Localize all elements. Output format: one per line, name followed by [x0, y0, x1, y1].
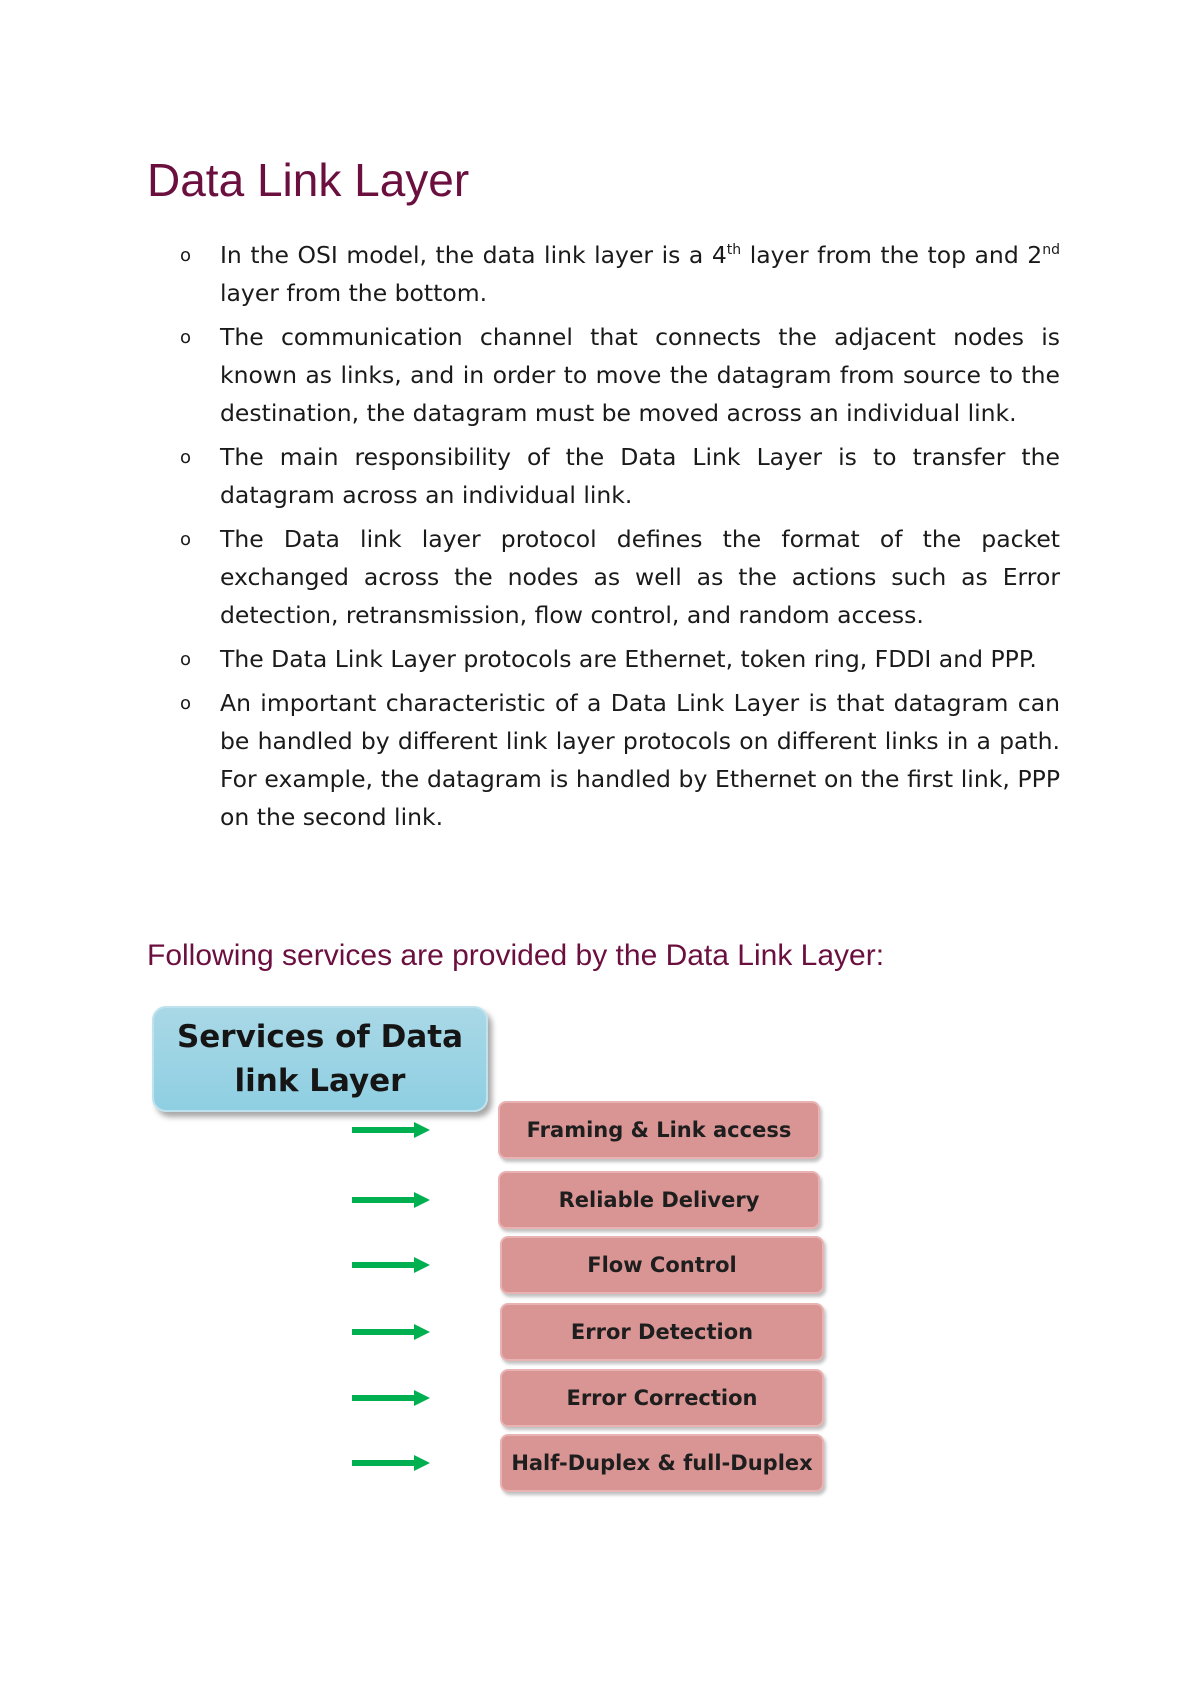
right-arrow-icon	[352, 1190, 432, 1210]
service-box: Half-Duplex & full-Duplex	[500, 1434, 824, 1492]
service-box: Error Correction	[500, 1369, 824, 1427]
bullet-text: In the OSI model, the data link layer is a 4	[220, 241, 727, 269]
right-arrow-icon	[352, 1453, 432, 1473]
bullet-text: The communication channel that connects the adjacent nodes is known as links, and in order to move the datagram from source to the destination, the datagram must be moved across an individual link.	[220, 323, 1060, 427]
right-arrow-icon	[352, 1388, 432, 1408]
service-box: Reliable Delivery	[498, 1171, 820, 1229]
bullet-text: layer from the bottom.	[220, 279, 488, 307]
right-arrow-icon	[352, 1120, 432, 1140]
bullet-marker-icon: o	[180, 245, 192, 266]
superscript-text: th	[726, 242, 742, 259]
page-title: Data Link Layer	[147, 154, 470, 206]
bullet-marker-icon: o	[180, 693, 192, 714]
service-box: Framing & Link access	[498, 1101, 820, 1159]
bullet-text: layer from the top and 2	[741, 241, 1043, 269]
services-subheading: Following services are provided by the Data Link Layer:	[147, 939, 885, 972]
bullet-text: The main responsibility of the Data Link Layer is to transfer the datagram across an individual link.	[220, 443, 1060, 509]
bullet-marker-icon: o	[180, 447, 192, 468]
service-box: Error Detection	[500, 1303, 824, 1361]
right-arrow-icon	[352, 1255, 432, 1275]
superscript-text: nd	[1042, 242, 1060, 259]
bullet-text: The Data Link Layer protocols are Ethernet, token ring, FDDI and PPP.	[220, 645, 1037, 673]
right-arrow-icon	[352, 1322, 432, 1342]
bullet-marker-icon: o	[180, 327, 192, 348]
bullet-marker-icon: o	[180, 529, 192, 550]
bullet-text: An important characteristic of a Data Link Layer is that datagram can be handled by different link layer protocols on different links in a path. For example, the datagram is handled by Ethernet on the first link, PPP on the second link.	[220, 689, 1060, 831]
services-header-box: Services of Data link Layer	[152, 1006, 488, 1112]
bullet-marker-icon: o	[180, 649, 192, 670]
service-box: Flow Control	[500, 1236, 824, 1294]
bullet-text: The Data link layer protocol defines the format of the packet exchanged across the nodes as well as the actions such as Error detection, retransmission, flow control, and random access.	[220, 525, 1060, 629]
